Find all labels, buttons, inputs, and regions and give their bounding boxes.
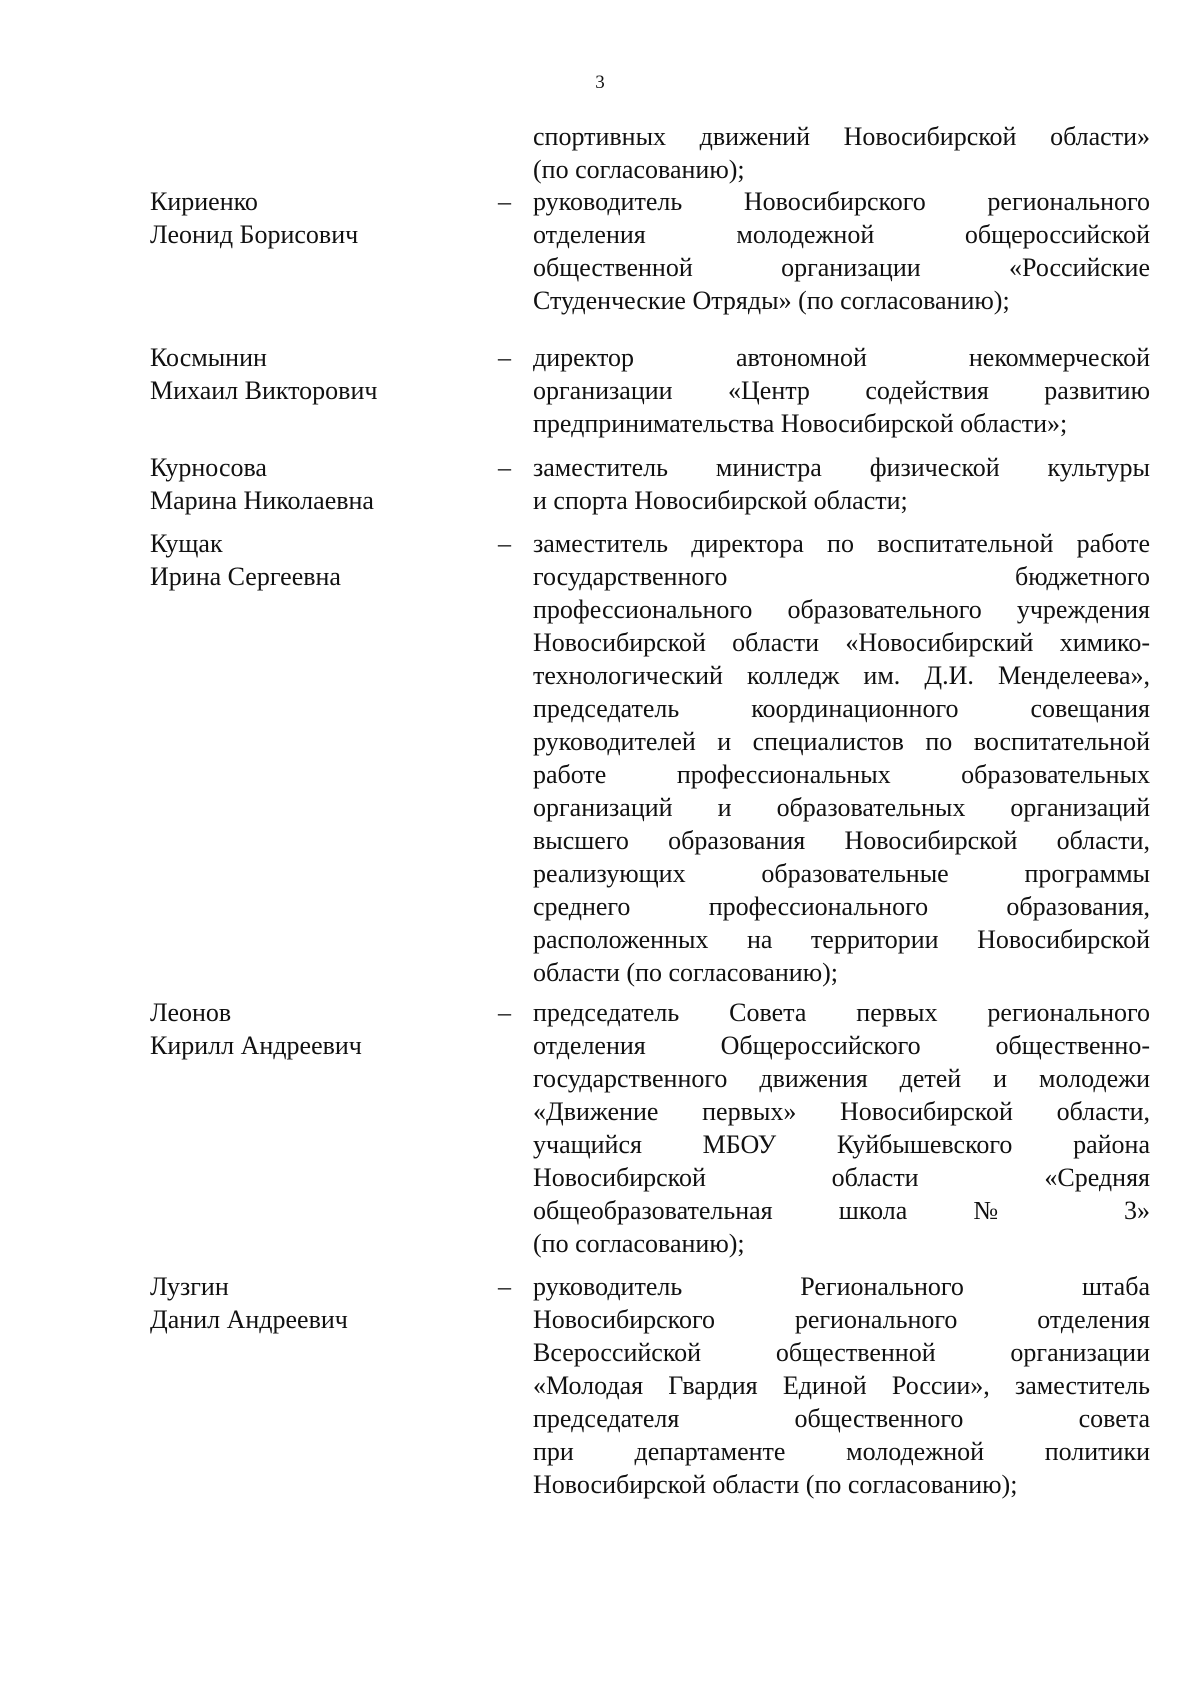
member-surname: Кущак (150, 529, 223, 558)
position-line: предпринимательства Новосибирской области»; (533, 409, 1068, 438)
position-line: работе профессиональных образовательных (533, 760, 1150, 789)
dash-separator: – (498, 1272, 511, 1301)
position-line: председатель координационного совещания (533, 694, 1150, 723)
dash-separator: – (498, 187, 511, 216)
position-line: реализующих образовательные программы (533, 859, 1150, 888)
dash-separator: – (498, 998, 511, 1027)
member-given-names: Кирилл Андреевич (150, 1031, 362, 1060)
continuation-line: (по согласованию); (533, 155, 745, 184)
member-position (533, 451, 1150, 517)
position-line: государственного бюджетного (533, 562, 1150, 591)
position-line: высшего образования Новосибирской области, (533, 826, 1150, 855)
position-line: «Молодая Гвардия Единой России», заместитель (533, 1371, 1150, 1400)
member-position (533, 527, 1150, 989)
member-surname: Леонов (150, 998, 232, 1027)
position-line: организации «Центр содействия развитию (533, 376, 1150, 405)
member-surname: Космынин (150, 343, 267, 372)
position-line: технологический колледж им. Д.И. Менделеева», (533, 661, 1150, 690)
position-line: руководитель Регионального штаба (533, 1272, 1150, 1301)
dash-separator: – (498, 529, 511, 558)
position-line: (по согласованию); (533, 1229, 745, 1258)
member-name (150, 341, 480, 407)
member-surname: Кириенко (150, 187, 258, 216)
position-line: директор автономной некоммерческой (533, 343, 1150, 372)
position-line: Студенческие Отряды» (по согласованию); (533, 286, 1010, 315)
continuation-line: спортивных движений Новосибирской области» (533, 122, 1150, 151)
member-given-names: Ирина Сергеевна (150, 562, 341, 591)
member-surname: Курносова (150, 453, 267, 482)
member-name (150, 1270, 480, 1336)
position-line: заместитель министра физической культуры (533, 453, 1150, 482)
position-line: председатель Совета первых регионального (533, 998, 1150, 1027)
page-number: 3 (595, 72, 605, 93)
position-line: Новосибирского регионального отделения (533, 1305, 1150, 1334)
position-line: расположенных на территории Новосибирской (533, 925, 1150, 954)
position-line: государственного движения детей и молодежи (533, 1064, 1150, 1093)
position-line: Всероссийской общественной организации (533, 1338, 1150, 1367)
position-line: организаций и образовательных организаций (533, 793, 1150, 822)
position-line: профессионального образовательного учреждения (533, 595, 1150, 624)
position-line: и спорта Новосибирской области; (533, 486, 908, 515)
position-line: отделения Общероссийского общественно- (533, 1031, 1150, 1060)
member-name (150, 996, 480, 1062)
member-position (533, 341, 1150, 440)
position-line: общественной организации «Российские (533, 253, 1150, 282)
member-position (533, 1270, 1150, 1501)
member-given-names: Леонид Борисович (150, 220, 359, 249)
member-position (533, 185, 1150, 317)
position-line: руководитель Новосибирского регионального (533, 187, 1150, 216)
member-given-names: Данил Андреевич (150, 1305, 348, 1334)
position-line: учащийся МБОУ Куйбышевского района (533, 1130, 1150, 1159)
position-line: Новосибирской области «Новосибирский химико- (533, 628, 1150, 657)
member-name (150, 185, 480, 251)
member-name (150, 527, 480, 593)
position-line: Новосибирской области (по согласованию); (533, 1470, 1018, 1499)
position-line: председателя общественного совета (533, 1404, 1150, 1433)
member-surname: Лузгин (150, 1272, 229, 1301)
position-line: области (по согласованию); (533, 958, 839, 987)
position-line: при департаменте молодежной политики (533, 1437, 1150, 1466)
member-given-names: Марина Николаевна (150, 486, 374, 515)
position-line: Новосибирской области «Средняя (533, 1163, 1150, 1192)
position-line: среднего профессионального образования, (533, 892, 1150, 921)
member-position (533, 996, 1150, 1260)
dash-separator: – (498, 343, 511, 372)
continuation-text (533, 120, 1150, 186)
dash-separator: – (498, 453, 511, 482)
member-name (150, 451, 480, 517)
position-line: заместитель директора по воспитательной работе (533, 529, 1150, 558)
member-given-names: Михаил Викторович (150, 376, 378, 405)
position-line: «Движение первых» Новосибирской области, (533, 1097, 1150, 1126)
position-line: отделения молодежной общероссийской (533, 220, 1150, 249)
position-line: общеобразовательная школа № 3» (533, 1196, 1150, 1225)
position-line: руководителей и специалистов по воспитательной (533, 727, 1150, 756)
